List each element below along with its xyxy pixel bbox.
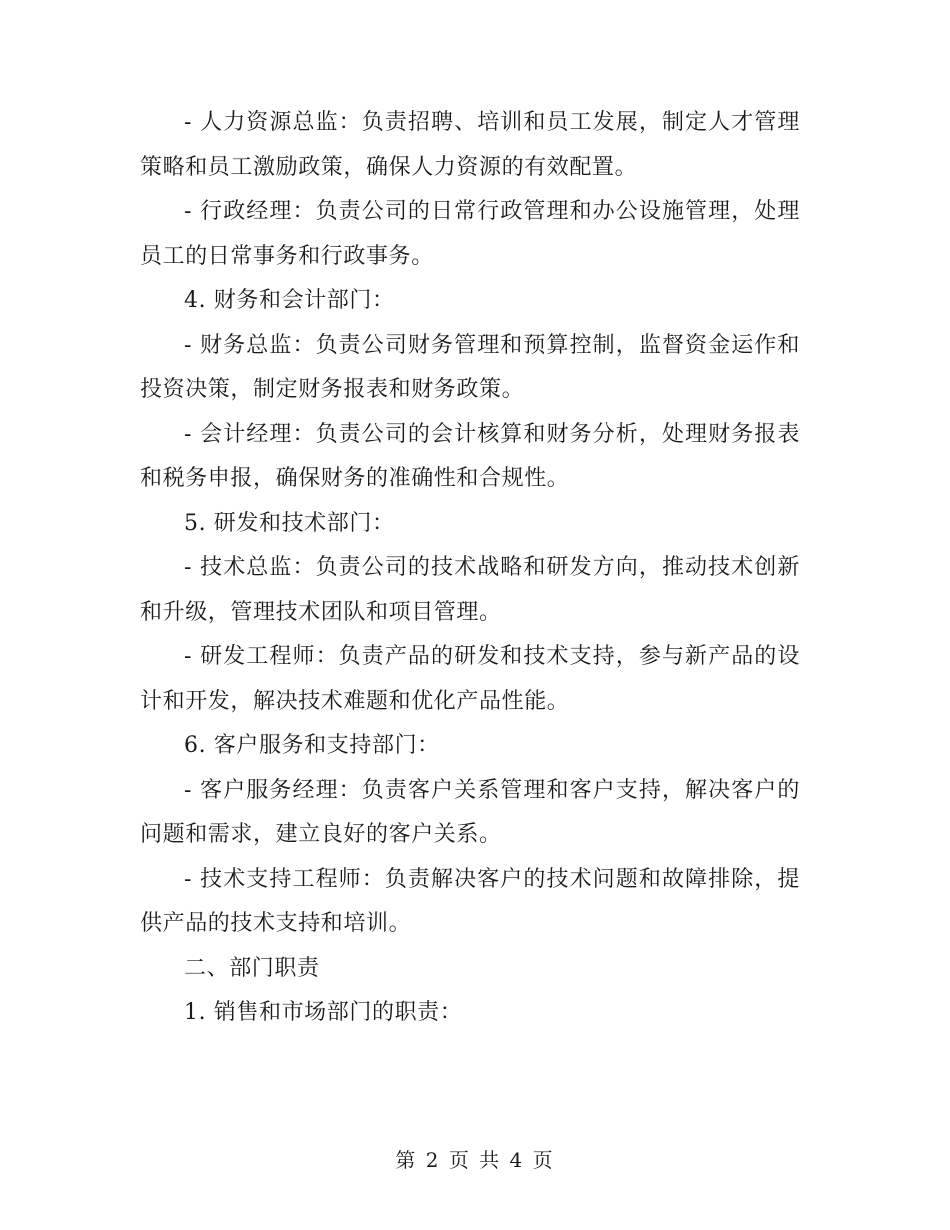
paragraph-rnd-engineer: - 研发工程师：负责产品的研发和技术支持，参与新产品的设计和开发，解决技术难题和优化产品性能。 — [140, 644, 800, 714]
chapter-heading-department-duties: 二、部门职责 — [184, 955, 320, 981]
section-heading-customer-service: 6. 客户服务和支持部门： — [184, 733, 440, 758]
section-heading-sales-marketing-duties: 1. 销售和市场部门的职责： — [184, 1000, 463, 1025]
document-body — [140, 101, 800, 1036]
paragraph-tech-director: - 技术总监：负责公司的技术战略和研发方向，推动技术创新和升级，管理技术团队和项目管理。 — [140, 555, 800, 625]
paragraph-tech-support-engineer: - 技术支持工程师：负责解决客户的技术问题和故障排除，提供产品的技术支持和培训。 — [140, 866, 800, 936]
section-heading-finance: 4. 财务和会计部门： — [184, 288, 395, 313]
page-number-label: 第 2 页 共 4 页 — [395, 1148, 555, 1172]
paragraph-accounting-manager: - 会计经理：负责公司的会计核算和财务分析，处理财务报表和税务申报，确保财务的准确性和合规性。 — [140, 421, 800, 491]
paragraph-finance-director: - 财务总监：负责公司财务管理和预算控制，监督资金运作和投资决策，制定财务报表和财务政策。 — [140, 332, 800, 402]
paragraph-hr-director: - 人力资源总监：负责招聘、培训和员工发展，制定人才管理策略和员工激励政策，确保人力资源的有效配置。 — [140, 110, 800, 180]
page-footer — [0, 1146, 950, 1174]
paragraph-admin-manager: - 行政经理：负责公司的日常行政管理和办公设施管理，处理员工的日常事务和行政事务。 — [140, 199, 800, 269]
section-heading-rnd: 5. 研发和技术部门： — [184, 510, 395, 536]
paragraph-customer-service-manager: - 客户服务经理：负责客户关系管理和客户支持，解决客户的问题和需求，建立良好的客户关系。 — [140, 777, 800, 847]
